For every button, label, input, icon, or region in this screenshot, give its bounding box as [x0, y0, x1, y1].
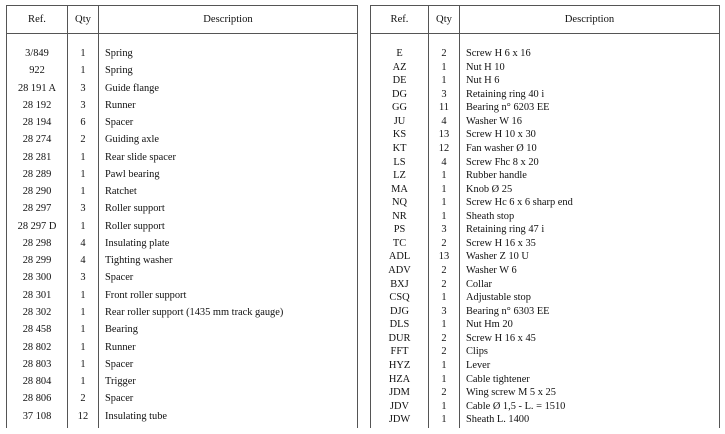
qty-cell: 1 — [68, 48, 99, 65]
ref-cell: JU — [371, 116, 429, 130]
description-cell: Bearing — [99, 324, 358, 341]
table-row — [371, 170, 720, 184]
table-row — [7, 342, 358, 359]
table-row — [7, 307, 358, 324]
qty-cell: 12 — [429, 143, 460, 157]
qty-cell: 4 — [429, 116, 460, 130]
ref-cell: LZ — [371, 170, 429, 184]
table-row — [371, 197, 720, 211]
ref-cell: 28 300 — [7, 272, 68, 289]
table-row — [371, 224, 720, 238]
table-row — [7, 376, 358, 393]
ref-cell: ADL — [371, 251, 429, 265]
qty-cell: 1 — [68, 376, 99, 393]
description-cell: Tighting washer — [99, 255, 358, 272]
description-cell: Screw H 16 x 35 — [460, 238, 720, 252]
description-cell: Collar — [460, 279, 720, 293]
description-cell: Sheath L. 1400 — [460, 414, 720, 428]
qty-cell: 2 — [68, 393, 99, 410]
spacer-row — [7, 34, 358, 49]
qty-cell: 4 — [68, 255, 99, 272]
table-row — [371, 292, 720, 306]
table-row — [371, 279, 720, 293]
ref-cell: 28 194 — [7, 117, 68, 134]
table-row — [371, 102, 720, 116]
description-cell: Knob Ø 25 — [460, 184, 720, 198]
qty-cell: 2 — [429, 238, 460, 252]
ref-cell: 28 281 — [7, 152, 68, 169]
table-row — [7, 221, 358, 238]
table-row — [371, 251, 720, 265]
table-row — [7, 290, 358, 307]
qty-cell: 3 — [68, 272, 99, 289]
ref-cell: 28 289 — [7, 169, 68, 186]
ref-cell: DLS — [371, 319, 429, 333]
description-cell: Rear slide spacer — [99, 152, 358, 169]
qty-cell: 12 — [68, 411, 99, 428]
table-row — [371, 184, 720, 198]
table-row — [371, 360, 720, 374]
qty-cell: 13 — [429, 129, 460, 143]
qty-cell: 1 — [429, 292, 460, 306]
ref-cell: 28 803 — [7, 359, 68, 376]
description-cell: Spacer — [99, 272, 358, 289]
description-cell: Washer W 16 — [460, 116, 720, 130]
ref-cell: GG — [371, 102, 429, 116]
qty-cell: 3 — [429, 224, 460, 238]
description-cell: Rear roller support (1435 mm track gauge) — [99, 307, 358, 324]
description-cell: Front roller support — [99, 290, 358, 307]
description-cell: Screw Fhc 8 x 20 — [460, 157, 720, 171]
header-row — [371, 6, 720, 34]
ref-cell: MA — [371, 184, 429, 198]
description-cell: Bearing n° 6303 EE — [460, 306, 720, 320]
description-cell: Fan washer Ø 10 — [460, 143, 720, 157]
table-row — [371, 48, 720, 62]
qty-cell: 1 — [429, 62, 460, 76]
description-cell: Screw H 10 x 30 — [460, 129, 720, 143]
description-header: Description — [99, 6, 358, 34]
parts-table-left — [6, 5, 358, 428]
qty-cell: 1 — [429, 319, 460, 333]
qty-cell: 1 — [68, 307, 99, 324]
qty-cell: 1 — [68, 65, 99, 82]
ref-cell: LS — [371, 157, 429, 171]
table-row — [371, 414, 720, 428]
ref-header: Ref. — [7, 6, 68, 34]
table-row — [7, 134, 358, 151]
table-row — [371, 62, 720, 76]
description-cell: Roller support — [99, 203, 358, 220]
table-row — [7, 83, 358, 100]
table-row — [371, 89, 720, 103]
ref-cell: 28 297 D — [7, 221, 68, 238]
table-row — [371, 75, 720, 89]
description-cell: Cable tightener — [460, 374, 720, 388]
spacer-row — [371, 34, 720, 49]
qty-cell: 6 — [68, 117, 99, 134]
description-cell: Screw Hc 6 x 6 sharp end — [460, 197, 720, 211]
qty-cell: 1 — [68, 324, 99, 341]
ref-cell: JDV — [371, 401, 429, 415]
qty-header: Qty — [68, 6, 99, 34]
description-cell: Adjustable stop — [460, 292, 720, 306]
table-row — [371, 306, 720, 320]
description-cell: Retaining ring 47 i — [460, 224, 720, 238]
description-header: Description — [460, 6, 720, 34]
description-cell: Guide flange — [99, 83, 358, 100]
ref-cell: 28 458 — [7, 324, 68, 341]
ref-cell: 28 192 — [7, 100, 68, 117]
table-row — [371, 116, 720, 130]
qty-cell: 1 — [429, 197, 460, 211]
table-row — [371, 211, 720, 225]
description-cell: Nut H 6 — [460, 75, 720, 89]
qty-cell: 2 — [429, 387, 460, 401]
ref-cell: 28 290 — [7, 186, 68, 203]
ref-cell: AZ — [371, 62, 429, 76]
description-cell: Retaining ring 40 i — [460, 89, 720, 103]
qty-cell: 1 — [68, 342, 99, 359]
table-row — [371, 143, 720, 157]
qty-cell: 11 — [429, 102, 460, 116]
ref-cell: 922 — [7, 65, 68, 82]
ref-cell: 3/849 — [7, 48, 68, 65]
description-cell: Screw H 16 x 45 — [460, 333, 720, 347]
description-cell: Insulating plate — [99, 238, 358, 255]
table-row — [7, 48, 358, 65]
qty-cell: 1 — [429, 401, 460, 415]
ref-cell: KS — [371, 129, 429, 143]
ref-header: Ref. — [371, 6, 429, 34]
qty-header: Qty — [429, 6, 460, 34]
table-row — [371, 238, 720, 252]
ref-cell: BXJ — [371, 279, 429, 293]
qty-cell: 3 — [429, 89, 460, 103]
ref-cell: DUR — [371, 333, 429, 347]
qty-cell: 3 — [68, 100, 99, 117]
ref-cell: DG — [371, 89, 429, 103]
table-row — [7, 169, 358, 186]
qty-cell: 1 — [68, 290, 99, 307]
description-cell: Washer W 6 — [460, 265, 720, 279]
description-cell: Runner — [99, 100, 358, 117]
description-cell: Wing screw M 5 x 25 — [460, 387, 720, 401]
ref-cell: PS — [371, 224, 429, 238]
description-cell: Spacer — [99, 117, 358, 134]
qty-cell: 2 — [68, 134, 99, 151]
qty-cell: 2 — [429, 265, 460, 279]
description-cell: Roller support — [99, 221, 358, 238]
ref-cell: E — [371, 48, 429, 62]
ref-cell: 28 299 — [7, 255, 68, 272]
qty-cell: 3 — [68, 83, 99, 100]
table-row — [371, 319, 720, 333]
ref-cell: 28 297 — [7, 203, 68, 220]
qty-cell: 3 — [429, 306, 460, 320]
description-cell: Nut H 10 — [460, 62, 720, 76]
ref-cell: TC — [371, 238, 429, 252]
table-row — [7, 393, 358, 410]
ref-cell: 28 802 — [7, 342, 68, 359]
ref-cell: 28 806 — [7, 393, 68, 410]
table-row — [7, 324, 358, 341]
ref-cell: 28 298 — [7, 238, 68, 255]
ref-cell: JDM — [371, 387, 429, 401]
description-cell: Runner — [99, 342, 358, 359]
description-cell: Pawl bearing — [99, 169, 358, 186]
qty-cell: 1 — [429, 170, 460, 184]
description-cell: Trigger — [99, 376, 358, 393]
parts-table-right — [370, 5, 720, 428]
table-row — [7, 117, 358, 134]
ref-cell: HYZ — [371, 360, 429, 374]
qty-cell: 2 — [429, 333, 460, 347]
description-cell: Sheath stop — [460, 211, 720, 225]
ref-cell: 28 302 — [7, 307, 68, 324]
description-cell: Insulating tube — [99, 411, 358, 428]
ref-cell: 28 804 — [7, 376, 68, 393]
qty-cell: 13 — [429, 251, 460, 265]
ref-cell: CSQ — [371, 292, 429, 306]
qty-cell: 1 — [68, 186, 99, 203]
ref-cell: JDW — [371, 414, 429, 428]
qty-cell: 1 — [429, 414, 460, 428]
ref-cell: NQ — [371, 197, 429, 211]
description-cell: Spring — [99, 65, 358, 82]
description-cell: Rubber handle — [460, 170, 720, 184]
description-cell: Washer Z 10 U — [460, 251, 720, 265]
description-cell: Spacer — [99, 393, 358, 410]
ref-cell: DJG — [371, 306, 429, 320]
ref-cell: DE — [371, 75, 429, 89]
table-row — [7, 203, 358, 220]
qty-cell: 3 — [68, 203, 99, 220]
table-row — [371, 346, 720, 360]
table-row — [371, 129, 720, 143]
description-cell: Guiding axle — [99, 134, 358, 151]
qty-cell: 4 — [429, 157, 460, 171]
table-row — [7, 65, 358, 82]
table-row — [7, 272, 358, 289]
ref-cell: KT — [371, 143, 429, 157]
table-row — [7, 411, 358, 428]
qty-cell: 1 — [429, 184, 460, 198]
table-row — [7, 359, 358, 376]
description-cell: Cable Ø 1,5 - L. = 1510 — [460, 401, 720, 415]
qty-cell: 1 — [68, 221, 99, 238]
table-row — [371, 387, 720, 401]
qty-cell: 1 — [429, 211, 460, 225]
table-row — [7, 100, 358, 117]
qty-cell: 1 — [68, 152, 99, 169]
ref-cell: ADV — [371, 265, 429, 279]
ref-cell: HZA — [371, 374, 429, 388]
ref-cell: NR — [371, 211, 429, 225]
description-cell: Lever — [460, 360, 720, 374]
table-row — [371, 157, 720, 171]
table-row — [7, 255, 358, 272]
table-row — [7, 238, 358, 255]
table-row — [7, 152, 358, 169]
ref-cell: 28 301 — [7, 290, 68, 307]
qty-cell: 1 — [429, 374, 460, 388]
qty-cell: 1 — [429, 75, 460, 89]
table-row — [371, 333, 720, 347]
qty-cell: 1 — [429, 360, 460, 374]
qty-cell: 2 — [429, 279, 460, 293]
ref-cell: 28 191 A — [7, 83, 68, 100]
description-cell: Clips — [460, 346, 720, 360]
qty-cell: 1 — [68, 169, 99, 186]
table-row — [371, 401, 720, 415]
qty-cell: 2 — [429, 48, 460, 62]
description-cell: Nut Hm 20 — [460, 319, 720, 333]
description-cell: Screw H 6 x 16 — [460, 48, 720, 62]
table-row — [371, 374, 720, 388]
header-row — [7, 6, 358, 34]
qty-cell: 1 — [68, 359, 99, 376]
qty-cell: 2 — [429, 346, 460, 360]
ref-cell: FFT — [371, 346, 429, 360]
qty-cell: 4 — [68, 238, 99, 255]
description-cell: Spacer — [99, 359, 358, 376]
description-cell: Spring — [99, 48, 358, 65]
table-row — [7, 186, 358, 203]
ref-cell: 28 274 — [7, 134, 68, 151]
table-row — [371, 265, 720, 279]
description-cell: Ratchet — [99, 186, 358, 203]
description-cell: Bearing n° 6203 EE — [460, 102, 720, 116]
ref-cell: 37 108 — [7, 411, 68, 428]
